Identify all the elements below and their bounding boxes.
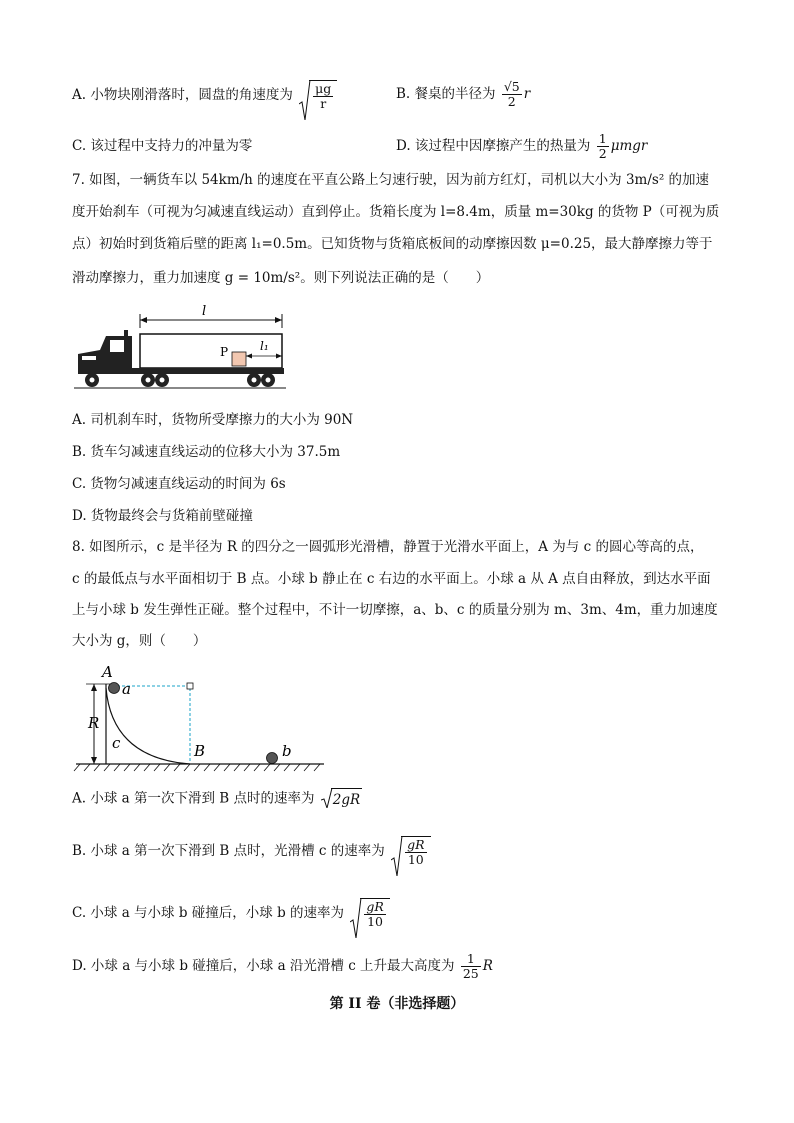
label-p: P [220,345,229,359]
q7-option-b: B. 货车匀减速直线运动的位移大小为 37.5m [72,444,341,460]
label-R: R [88,714,100,732]
label-b: b [282,742,292,760]
label-l: l [202,304,207,319]
q6-option-b: B. 餐桌的半径为 $\frac{√5}{2}$ r [396,79,531,109]
q7-option-d: D. 货物最终会与货箱前壁碰撞 [72,508,253,524]
q8-stem-line2: c 的最低点与水平面相切于 B 点。小球 b 静止在 c 右边的水平面上。小球 a 从 A 点自由释放，到达水平面 [72,571,711,587]
q6-option-d: D. 该过程中因摩擦产生的热量为 $\frac{1}{2}$ μmgr [396,131,648,161]
ball-a [109,683,120,694]
q7-option-a: A. 司机刹车时，货物所受摩擦力的大小为 90N [72,412,354,428]
label-A: A [102,663,113,681]
q8-stem-line3: 上与小球 b 发生弹性正碰。整个过程中，不计一切摩擦，a、b、c 的质量分别为 m、3m、4m，重力加速度 [72,602,718,618]
truck-figure [72,300,292,395]
label-B: B [194,742,206,760]
q7-stem-line3: 点）初始时到货箱后壁的距离 l₁=0.5m。已知货物与货箱底板间的动摩擦因数 μ=0.25，最大静摩擦力等于 [72,236,713,252]
q7-stem-line2: 度开始刹车（可视为匀减速直线运动）直到停止。货箱长度为 l=8.4m，质量 m=30kg 的货物 P（可视为质 [72,204,720,220]
sqrt-expr: $\frac{gR}{10}$ [391,836,430,867]
q7-option-c: C. 货物匀减速直线运动的时间为 6s [72,476,286,492]
label-c: c [112,734,121,752]
ball-b [267,753,278,764]
arc-groove-figure [72,660,332,775]
sqrt-expr: $\frac{gR}{10}$ [350,898,389,929]
q8-option-a: A. 小球 a 第一次下滑到 B 点时的速率为 2gR [72,788,362,810]
q8-stem-line1: 8. 如图所示，c 是半径为 R 的四分之一圆弧形光滑槽，静置于光滑水平面上，A 为与 c 的圆心等高的点， [72,539,704,555]
q8-option-c: C. 小球 a 与小球 b 碰撞后，小球 b 的速率为 $\frac{gR}{10}$ [72,898,390,929]
sqrt-expr: 2gR [321,788,362,810]
section-title: 第 II 卷（非选择题） [329,996,465,1012]
q8-option-d: D. 小球 a 与小球 b 碰撞后，小球 a 沿光滑槽 c 上升最大高度为 $\frac{1}{25}$ R [72,951,493,981]
label-a: a [122,680,131,698]
q8-stem-line4: 大小为 g，则（ ） [72,633,207,649]
q7-stem-line1: 7. 如图，一辆货车以 54km/h 的速度在平直公路上匀速行驶，因为前方红灯，司机以大小为 3m/s² 的加速 [72,172,710,188]
q6-option-a: A. 小物块刚滑落时，圆盘的角速度为 $\frac{\mu g}{r}$ [72,80,337,111]
q8-option-b: B. 小球 a 第一次下滑到 B 点时，光滑槽 c 的速率为 $\frac{gR}{10}$ [72,836,431,867]
label-l1: l₁ [260,339,269,353]
sqrt-expr: $\frac{\mu g}{r}$ [299,80,337,111]
q7-stem-line4: 滑动摩擦力，重力加速度 g = 10m/s²。则下列说法正确的是（ ） [72,270,490,286]
cargo-box [232,352,246,366]
q6-option-c: C. 该过程中支持力的冲量为零 [72,138,253,154]
